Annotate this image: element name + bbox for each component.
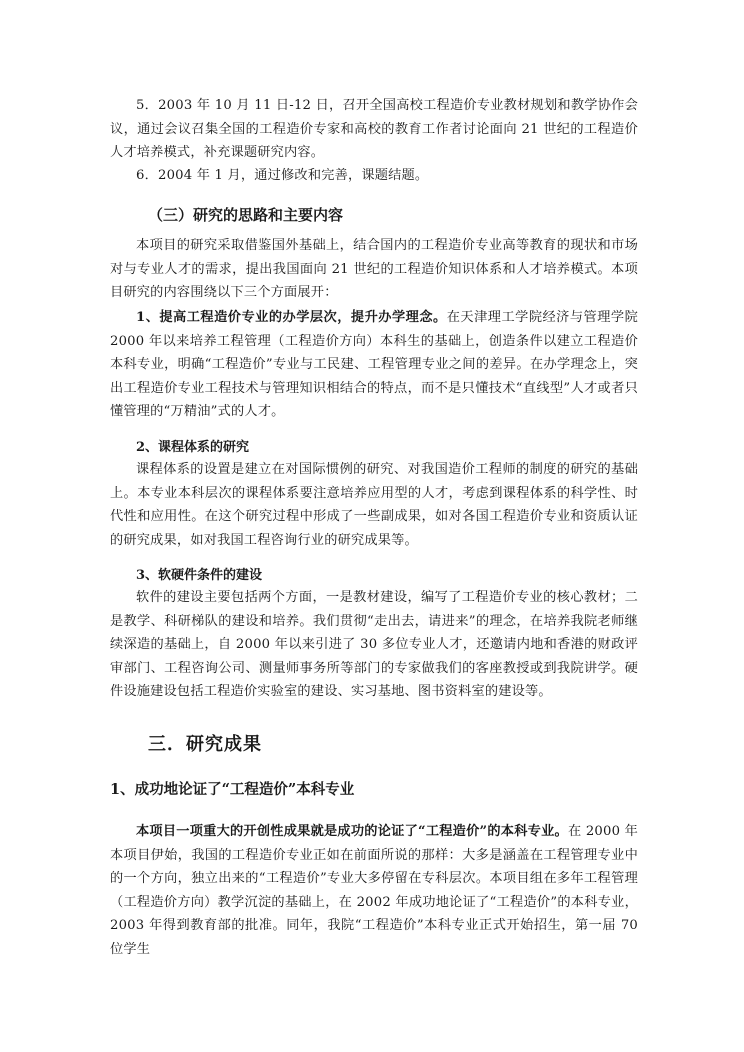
result-1-paragraph bbox=[110, 820, 638, 961]
point-1-body: 在天津理工学院经济与管理学院 2000 年以来培养工程管理（工程造价方向）本科生的基础上，创造条件以建立工程造价本科专业，明确“工程造价”专业与工民建、工程管理专业之间的差异。在办学理念上，突出工程造价专业工程技术与管理知识相结合的特点，而不是只懂技术“直线型”人才或者只懂管理的“万精油”式的人才。 bbox=[110, 310, 638, 419]
point-1-paragraph bbox=[110, 306, 638, 424]
point-3-paragraph: 软件的建设主要包括两个方面，一是教材建设，编写了工程造价专业的核心教材；二是教学、科研梯队的建设和培养。我们贯彻“走出去，请进来”的理念，在培养我院老师继续深造的基础上，自 2000 年以来引进了 30 多位专业人才，还邀请内地和香港的财政评审部门、工程咨询公司、测量师事务所等部门的专家做我们的客座教授或到我院讲学。硬件设施建设包括工程造价实验室的建设、实习基地、图书资料室的建设等。 bbox=[110, 590, 638, 699]
list-item-6: 6．2004 年 1 月，通过修改和完善，课题结题。 bbox=[136, 168, 429, 183]
point-2-paragraph: 课程体系的设置是建立在对国际惯例的研究、对我国造价工程师的制度的研究的基础上。本专业本科层次的课程体系要注意培养应用型的人才，考虑到课程体系的科学性、时代性和应用性。在这个研究过程中形成了一些副成果，如对各国工程造价专业和资质认证的研究成果，如对我国工程咨询行业的研究成果等。 bbox=[110, 462, 638, 548]
result-1-heading: 1、成功地论证了“工程造价”本科专业 bbox=[110, 781, 355, 798]
list-item-5: 5．2003 年 10 月 11 日-12 日，召开全国高校工程造价专业教材规划和教学协作会议，通过会议召集全国的工程造价专家和高校的教育工作者讨论面向 21 世纪的工程造价人才培养模式，补充课题研究内容。 bbox=[110, 98, 638, 160]
section-heading-research-approach: （三）研究的思路和主要内容 bbox=[148, 206, 344, 224]
chapter-heading-research-results: 三．研究成果 bbox=[148, 734, 262, 755]
point-1-lead: 1、提高工程造价专业的办学层次，提升办学理念。 bbox=[136, 310, 447, 325]
result-1-lead: 本项目一项重大的开创性成果就是成功的论证了“工程造价”的本科专业。 bbox=[136, 824, 568, 839]
point-2-heading: 2、课程体系的研究 bbox=[136, 440, 250, 455]
result-1-body: 在 2000 年本项目伊始，我国的工程造价专业正如在前面所说的那样：大多是涵盖在工程管理专业中的一个方向，独立出来的“工程造价”专业大多停留在专科层次。本项目组在多年工程管理（工程造价方向）教学沉淀的基础上，在 2002 年成功地论证了“工程造价”的本科专业，2003 年得到教育部的批准。同年，我院“工程造价”本科专业正式开始招生，第一届 70 位学生 bbox=[110, 824, 638, 957]
point-3-heading: 3、软硬件条件的建设 bbox=[136, 568, 263, 583]
section-intro-paragraph: 本项目的研究采取借鉴国外基础上，结合国内的工程造价专业高等教育的现状和市场对与专业人才的需求，提出我国面向 21 世纪的工程造价知识体系和人才培养模式。本项目研究的内容围绕以下三个方面展开： bbox=[110, 238, 638, 300]
